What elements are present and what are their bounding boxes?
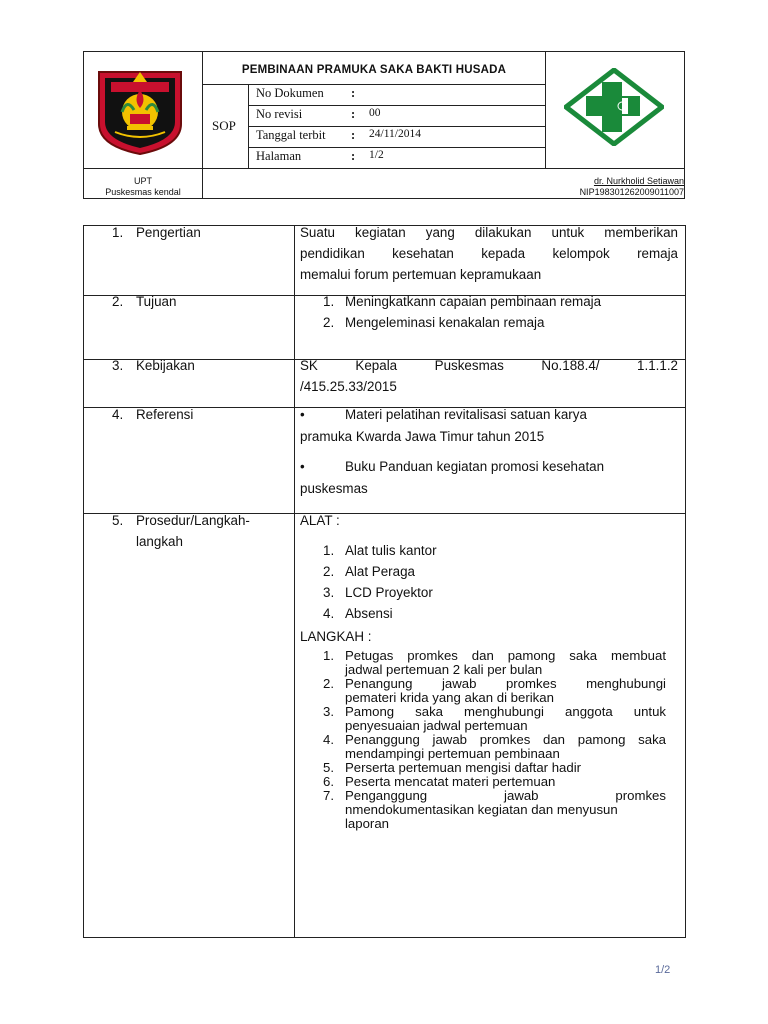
header-divider (84, 168, 684, 169)
section-text-line: pendidikan kesehatan kepada kelompok remaja (300, 246, 678, 261)
step-line: Pamong saka menghubungi anggota untuk (345, 704, 666, 719)
section-label: langkah (136, 534, 183, 549)
reference-item: pramuka Kwarda Jawa Timur tahun 2015 (300, 429, 545, 444)
meta-colon: : (351, 86, 356, 100)
list-number: 5. (323, 760, 334, 775)
header-divider (248, 147, 545, 148)
document-title: PEMBINAAN PRAMUKA SAKA BAKTI HUSADA (241, 64, 507, 76)
header-divider (248, 126, 545, 127)
signer-name: dr. Nurkholid Setiawan (593, 176, 684, 186)
meta-label: Halaman (256, 149, 302, 163)
step-line: Peserta mencatat materi pertemuan (345, 774, 556, 789)
step-line: Perserta pertemuan mengisi daftar hadir (345, 760, 582, 775)
meta-label: No revisi (256, 107, 303, 121)
section-number: 2. (112, 294, 124, 309)
meta-value: 00 (369, 107, 381, 119)
step-line: Petugas promkes dan pamong saka membuat (345, 648, 666, 663)
section-label: Tujuan (136, 294, 177, 309)
bullet-icon: • (300, 459, 305, 474)
header-divider (202, 84, 545, 85)
meta-colon: : (351, 128, 356, 142)
table-column-divider (294, 226, 295, 937)
list-number: 3. (323, 704, 334, 719)
meta-value: 1/2 (369, 149, 384, 161)
header-divider (202, 52, 203, 198)
meta-colon: : (351, 149, 356, 163)
upt-label (84, 176, 202, 198)
policy-text-line: SK Kepala Puskesmas No.188.4/ 1.1.1.2 (300, 358, 678, 373)
list-number: 1. (323, 648, 334, 663)
puskesmas-green-cross-logo (564, 68, 664, 146)
alat-item: Alat tulis kantor (345, 543, 437, 558)
section-label: Prosedur/Langkah- (136, 513, 250, 528)
list-number: 4. (323, 732, 334, 747)
policy-text-line: /415.25.33/2015 (300, 379, 397, 394)
section-label: Kebijakan (136, 358, 195, 373)
langkah-heading: LANGKAH : (300, 629, 372, 644)
document-header (83, 51, 685, 199)
alat-item: LCD Proyektor (345, 585, 433, 600)
section-label: Pengertian (136, 225, 201, 240)
meta-label: No Dokumen (256, 86, 324, 100)
upt-unit-name: Puskesmas kendal (105, 187, 181, 197)
signature-block (544, 176, 684, 198)
step-line: pemateri krida yang akan di berikan (345, 690, 554, 705)
upt-line: UPT (134, 176, 152, 186)
regency-emblem-logo (97, 68, 183, 156)
signer-nip: NIP198301262009011007 (579, 187, 684, 197)
step-line: nmendokumentasikan kegiatan dan menyusun (345, 802, 618, 817)
section-number: 4. (112, 407, 124, 422)
list-item: Mengeleminasi kenakalan remaja (345, 315, 545, 330)
list-number: 2. (323, 564, 335, 579)
header-divider (545, 52, 546, 168)
meta-label: Tanggal terbit (256, 128, 326, 142)
alat-heading: ALAT : (300, 513, 340, 528)
list-number: 6. (323, 774, 334, 789)
alat-item: Absensi (345, 606, 393, 621)
list-number: 2. (323, 676, 334, 691)
list-number: 1. (323, 543, 335, 558)
reference-item: puskesmas (300, 481, 368, 496)
meta-value: 24/11/2014 (369, 128, 421, 140)
step-line: jadwal pertemuan 2 kali per bulan (345, 662, 543, 677)
list-number: 3. (323, 585, 335, 600)
section-text-line: memalui forum pertemuan kepramukaan (300, 267, 542, 282)
list-number: 4. (323, 606, 335, 621)
alat-item: Alat Peraga (345, 564, 415, 579)
step-line: Penganggung jawab promkes (345, 788, 666, 803)
meta-colon: : (351, 107, 356, 121)
step-line: laporan (345, 816, 389, 831)
reference-item: Materi pelatihan revitalisasi satuan karya (345, 407, 587, 422)
reference-item: Buku Panduan kegiatan promosi kesehatan (345, 459, 605, 474)
step-line: mendampingi pertemuan pembinaan (345, 746, 560, 761)
page-number: 1/2 (655, 964, 671, 976)
header-divider (248, 105, 545, 106)
step-line: Penanggung jawab promkes dan pamong saka (345, 732, 666, 747)
section-label: Referensi (136, 407, 194, 422)
list-item: Meningkatkann capaian pembinaan remaja (345, 294, 602, 309)
sop-label: SOP (212, 118, 236, 133)
step-line: Penangung jawab promkes menghubungi (345, 676, 666, 691)
step-line: penyesuaian jadwal pertemuan (345, 718, 528, 733)
section-number: 3. (112, 358, 124, 373)
section-number: 5. (112, 513, 124, 528)
list-number: 1. (323, 294, 335, 309)
list-number: 7. (323, 788, 334, 803)
bullet-icon: • (300, 407, 305, 422)
section-text-line: Suatu kegiatan yang dilakukan untuk memberikan (300, 225, 678, 240)
list-number: 2. (323, 315, 335, 330)
section-number: 1. (112, 225, 124, 240)
